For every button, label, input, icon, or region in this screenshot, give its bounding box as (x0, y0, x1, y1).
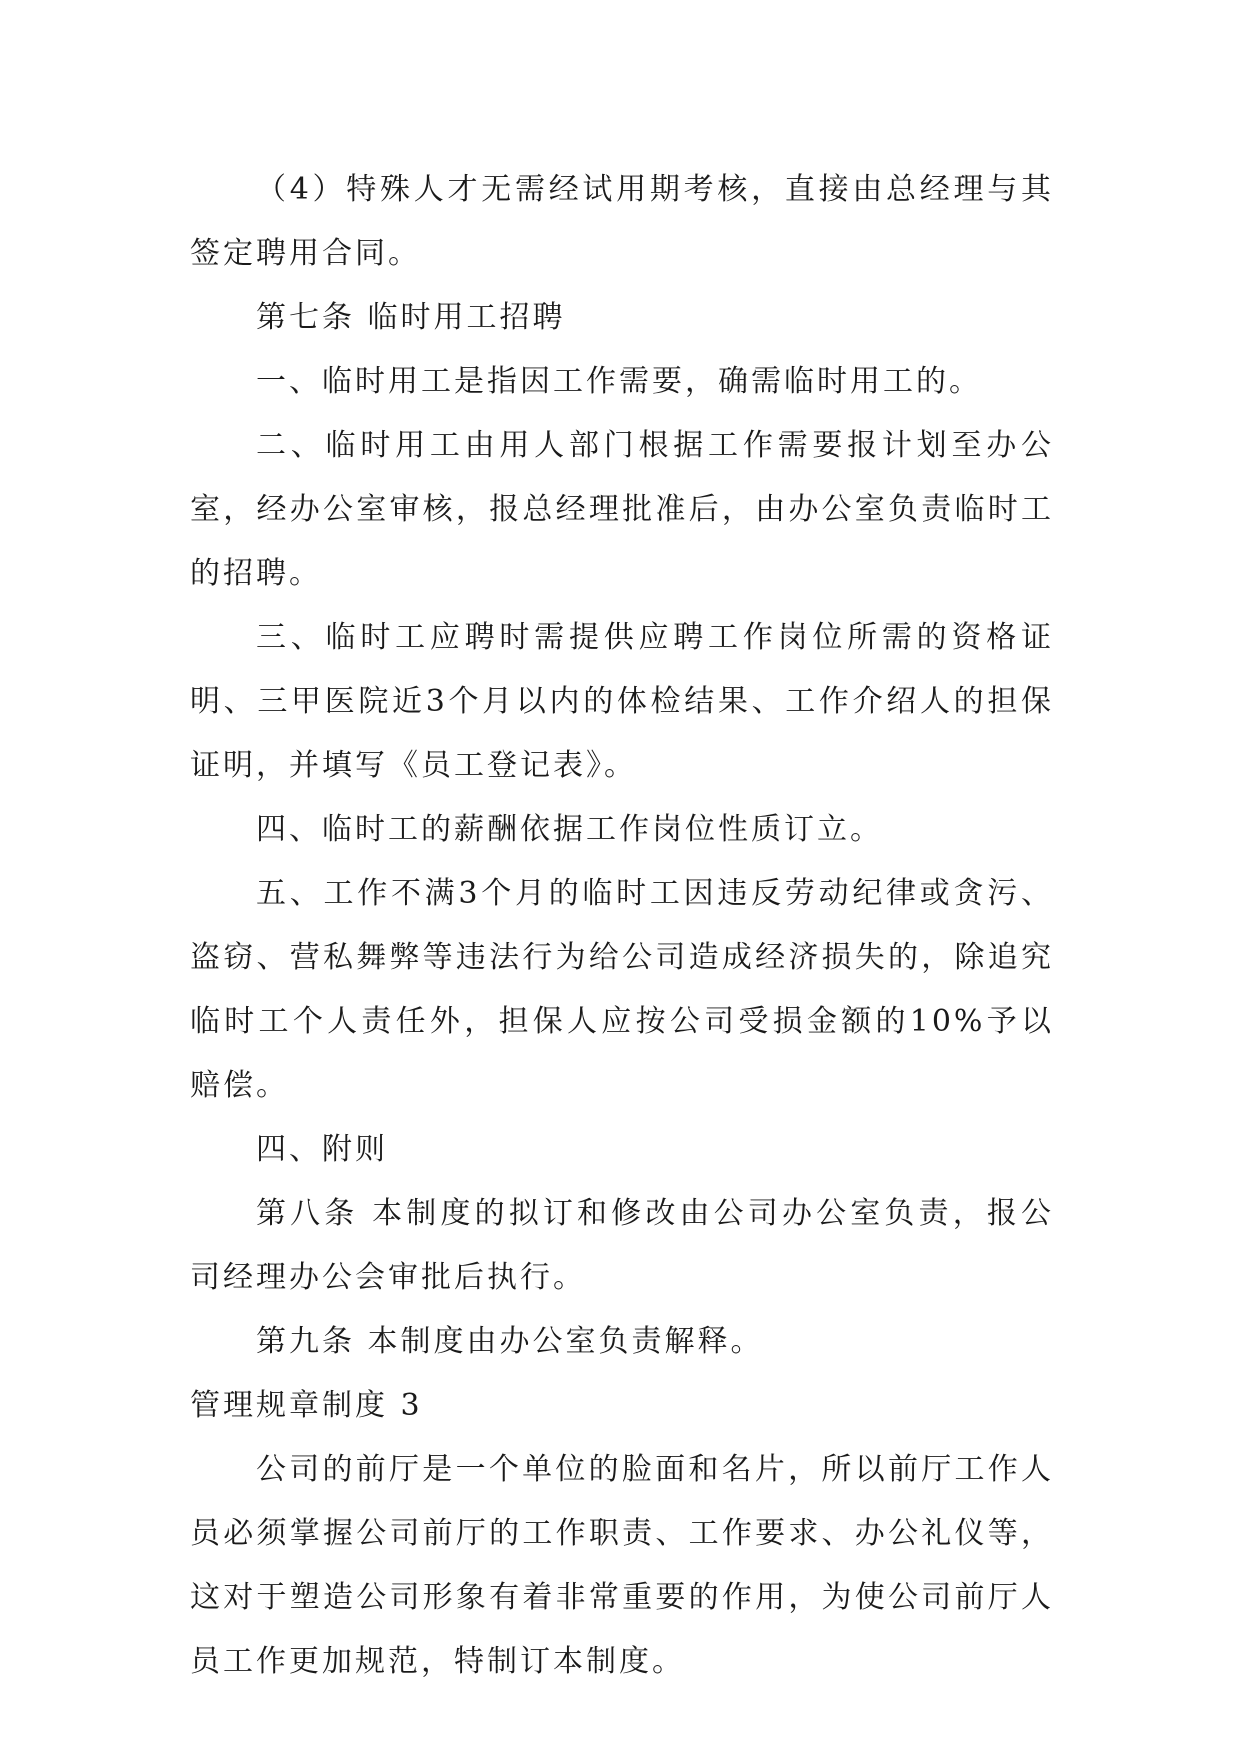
section-title-regulation-3: 管理规章制度 3 (190, 1388, 423, 1423)
article-8: 第八条 本制度的拟订和修改由公司办公室负责，报公司经理办公会审批后执行。 (190, 1196, 1054, 1295)
paragraph-temp-salary: 四、临时工的薪酬依据工作岗位性质订立。 (256, 812, 883, 847)
paragraph-temp-requirements: 三、临时工应聘时需提供应聘工作岗位所需的资格证明、三甲医院近3个月以内的体检结果、工作介绍人的担保证明，并填写《员工登记表》。 (190, 620, 1054, 783)
document-body (190, 158, 1054, 1694)
paragraph-front-desk-intro: 公司的前厅是一个单位的脸面和名片，所以前厅工作人员必须掌握公司前厅的工作职责、工作要求、办公礼仪等，这对于塑造公司形象有着非常重要的作用，为使公司前厅人员工作更加规范，特制订本制度。 (190, 1452, 1054, 1679)
paragraph-temp-definition: 一、临时用工是指因工作需要，确需临时用工的。 (256, 364, 982, 399)
paragraph-temp-liability: 五、工作不满3个月的临时工因违反劳动纪律或贪污、盗窃、营私舞弊等违法行为给公司造成经济损失的，除追究临时工个人责任外，担保人应按公司受损金额的10%予以赔偿。 (190, 876, 1054, 1103)
paragraph-special-talent: （4）特殊人才无需经试用期考核，直接由总经理与其签定聘用合同。 (190, 172, 1054, 271)
article-7-heading: 第七条 临时用工招聘 (256, 300, 566, 335)
section-supplementary-heading: 四、附则 (256, 1132, 388, 1167)
paragraph-temp-process: 二、临时用工由用人部门根据工作需要报计划至办公室，经办公室审核，报总经理批准后，由办公室负责临时工的招聘。 (190, 428, 1054, 591)
article-9: 第九条 本制度由办公室负责解释。 (256, 1324, 764, 1359)
